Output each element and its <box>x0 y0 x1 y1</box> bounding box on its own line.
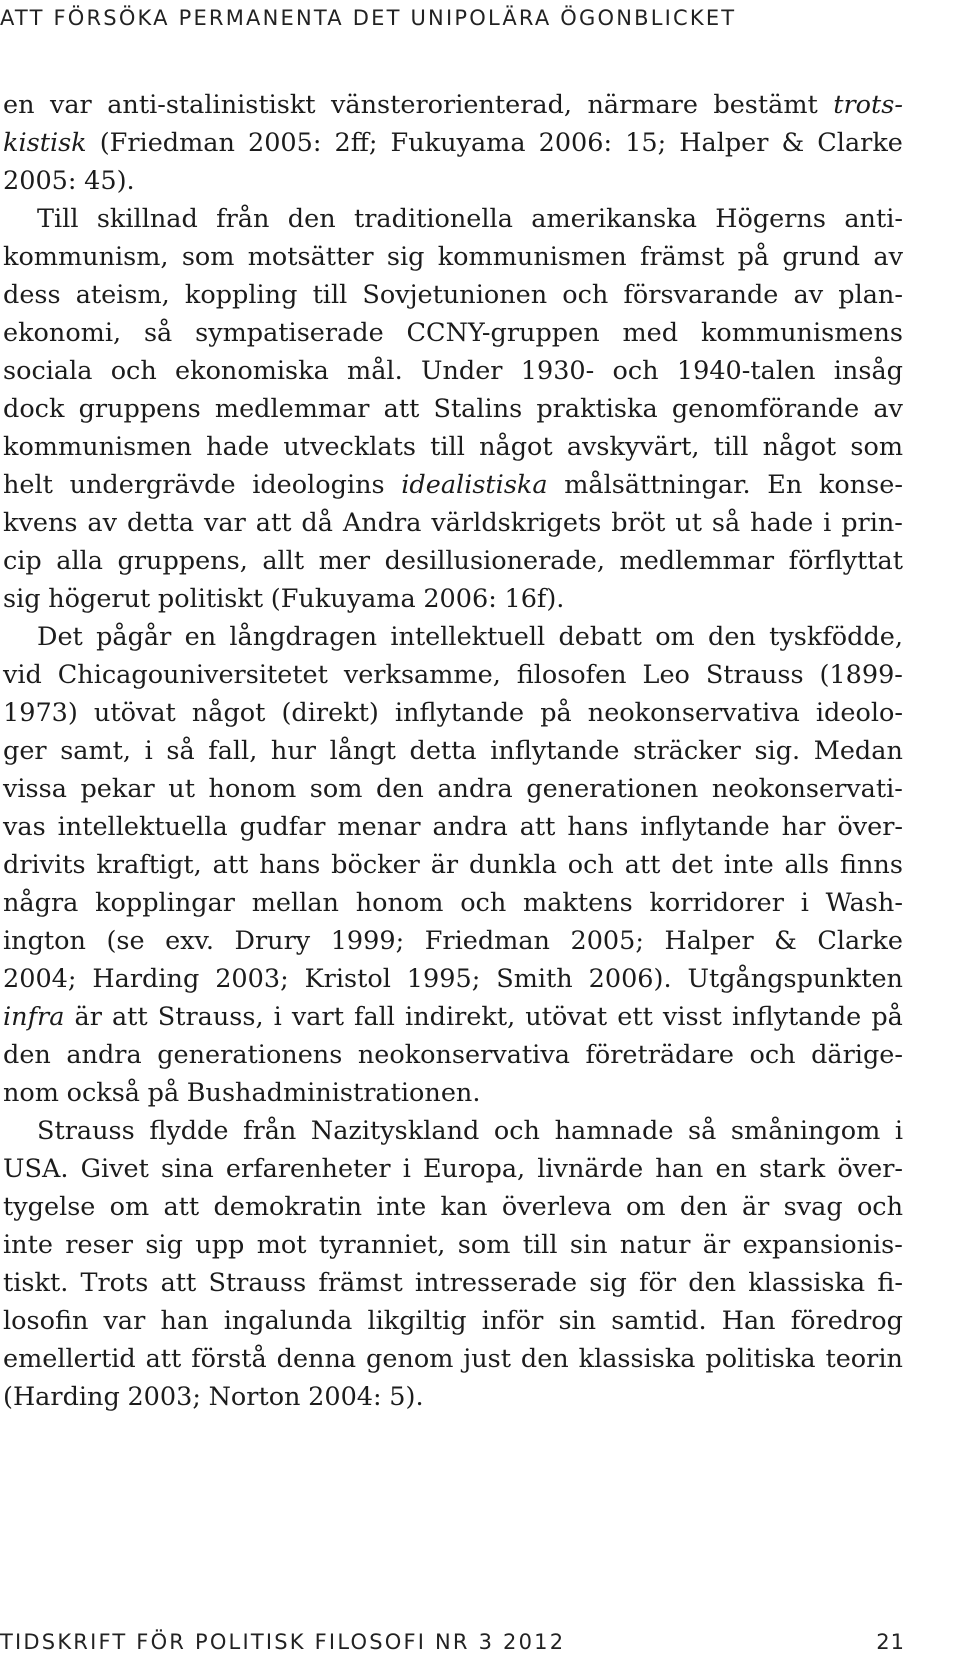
text-line: 2005: 45). <box>3 166 135 196</box>
text-line: vas intellektuella gudfar menar andra att hans inflytande har över- <box>3 812 903 842</box>
text-line: ington (se exv. Drury 1999; Friedman 2005; Halper & Clarke <box>3 926 903 956</box>
text-line: sociala och ekonomiska mål. Under 1930- och 1940-talen insåg <box>3 356 903 386</box>
text-line: (Harding 2003; Norton 2004: 5). <box>3 1382 424 1412</box>
text-line: vissa pekar ut honom som den andra generationen neokonservati- <box>3 774 903 804</box>
text-line: kommunismen hade utvecklats till något avskyvärt, till något som <box>3 432 903 462</box>
text-line: dess ateism, koppling till Sovjetunionen och försvarande av plan- <box>3 280 903 310</box>
text-line: kistisk (Friedman 2005: 2ff; Fukuyama 2006: 15; Halper & Clarke <box>3 128 903 158</box>
text-line: ger samt, i så fall, hur långt detta inflytande sträcker sig. Medan <box>3 736 903 766</box>
text-line: dock gruppens medlemmar att Stalins praktiska genomförande av <box>3 394 903 424</box>
text-line: kommunism, som motsätter sig kommunismen främst på grund av <box>3 242 903 272</box>
text-line: tygelse om att demokratin inte kan överleva om den är svag och <box>3 1192 903 1222</box>
text-line: sig högerut politiskt (Fukuyama 2006: 16f). <box>3 584 565 614</box>
text-line: den andra generationens neokonservativa företrädare och därige- <box>3 1040 903 1070</box>
text-line: nom också på Bushadministrationen. <box>3 1078 481 1108</box>
text-line: vid Chicagouniversitetet verksamme, filosofen Leo Strauss (1899- <box>3 660 903 690</box>
journal-title: TIDSKRIFT FÖR POLITISK FILOSOFI NR 3 2012 <box>0 1630 566 1654</box>
text-line: ekonomi, så sympatiserade CCNY-gruppen med kommunismens <box>3 318 903 348</box>
text-line: losofin var han ingalunda likgiltig inför sin samtid. Han föredrog <box>3 1306 903 1336</box>
text-line: 2004; Harding 2003; Kristol 1995; Smith 2006). Utgångspunkten <box>3 964 903 994</box>
text-line: cip alla gruppens, allt mer desillusionerade, medlemmar förflyttat <box>3 546 903 576</box>
text-line: emellertid att förstå denna genom just den klassiska politiska teorin <box>3 1344 903 1374</box>
text-line: helt undergrävde ideologins idealistiska målsättningar. En konse- <box>3 470 903 500</box>
text-line: en var anti-stalinistiskt vänsterorienterad, närmare bestämt trots- <box>3 90 903 120</box>
page-footer <box>0 1630 905 1654</box>
text-line: några kopplingar mellan honom och maktens korridorer i Wash- <box>3 888 903 918</box>
text-line: inte reser sig upp mot tyranniet, som till sin natur är expansionis- <box>3 1230 903 1260</box>
text-line: USA. Givet sina erfarenheter i Europa, livnärde han en stark över- <box>3 1154 903 1184</box>
page-number: 21 <box>876 1630 905 1654</box>
text-line: tiskt. Trots att Strauss främst intresserade sig för den klassiska fi- <box>3 1268 903 1298</box>
text-line: Det pågår en långdragen intellektuell debatt om den tyskfödde, <box>37 622 903 652</box>
text-line: 1973) utövat något (direkt) inflytande på neokonservativa ideolo- <box>3 698 903 728</box>
text-line: kvens av detta var att då Andra världskrigets bröt ut så hade i prin- <box>3 508 903 538</box>
running-head: ATT FÖRSÖKA PERMANENTA DET UNIPOLÄRA ÖGONBLICKET <box>0 6 737 30</box>
body-text <box>3 86 903 1416</box>
text-line: drivits kraftigt, att hans böcker är dunkla och att det inte alls finns <box>3 850 903 880</box>
text-line: infra är att Strauss, i vart fall indirekt, utövat ett visst inflytande på <box>3 1002 903 1032</box>
text-line: Till skillnad från den traditionella amerikanska Högerns anti- <box>37 204 903 234</box>
text-line: Strauss flydde från Nazityskland och hamnade så småningom i <box>37 1116 903 1146</box>
